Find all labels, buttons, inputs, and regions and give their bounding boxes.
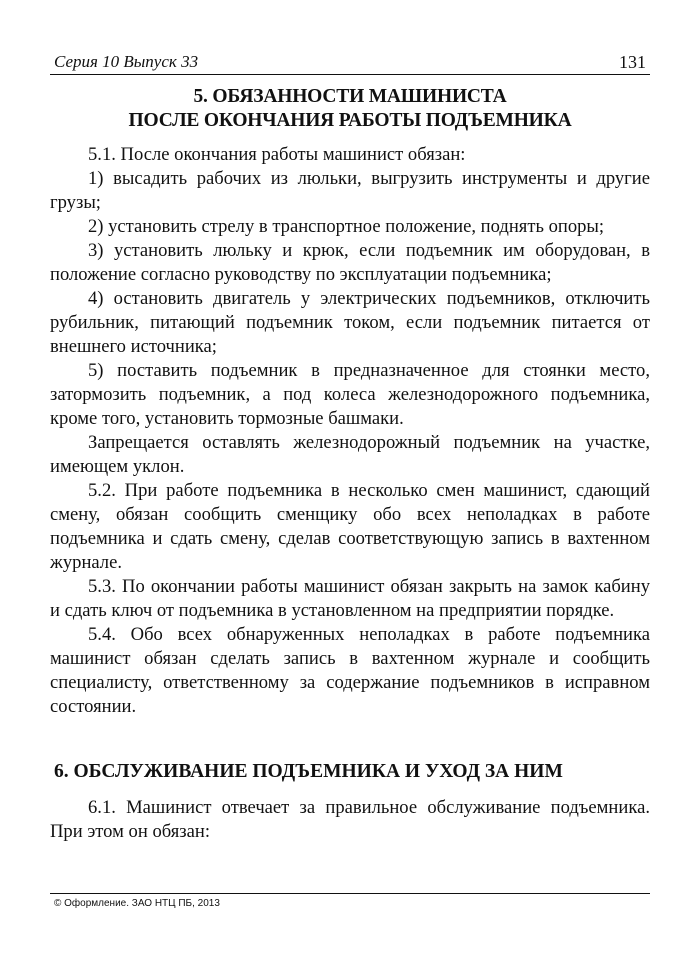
list-item-2: 2) установить стрелу в транспортное положение, поднять опоры;	[88, 216, 605, 237]
section-5-body	[50, 143, 650, 719]
running-head	[50, 52, 650, 75]
document-page	[50, 52, 650, 932]
list-item-4: 4) остановить двигатель у электрических подъемников, отключить рубильник, питающий подъемник током, если подъемник питается от внешнего источника;	[50, 288, 650, 357]
section-5-title-line-1: 5. ОБЯЗАННОСТИ МАШИНИСТА	[193, 86, 507, 107]
page-number: 131	[619, 52, 646, 72]
section-6-title: 6. ОБСЛУЖИВАНИЕ ПОДЪЕМНИКА И УХОД ЗА НИМ	[54, 761, 563, 782]
paragraph-6-1: 6.1. Машинист отвечает за правильное обслуживание подъемника. При этом он обязан:	[50, 797, 650, 842]
footer-copyright: © Оформление. ЗАО НТЦ ПБ, 2013	[54, 898, 220, 909]
paragraph-5-3: 5.3. По окончании работы машинист обязан закрыть на замок кабину и сдать ключ от подъемника в установленном на предприятии порядке.	[50, 576, 650, 621]
section-5-title	[50, 85, 650, 133]
list-item-5: 5) поставить подъемник в предназначенное для стоянки место, затормозить подъемник, а под колеса железнодорожного подъемника, кроме того, установить тормозные башмаки.	[50, 360, 650, 429]
footer	[50, 893, 650, 910]
prohibition-paragraph: Запрещается оставлять железнодорожный подъемник на участке, имеющем уклон.	[50, 432, 650, 477]
list-item-1: 1) высадить рабочих из люльки, выгрузить инструменты и другие грузы;	[50, 168, 650, 213]
section-5-title-line-2: ПОСЛЕ ОКОНЧАНИЯ РАБОТЫ ПОДЪЕМНИКА	[128, 110, 572, 131]
paragraph-5-1: 5.1. После окончания работы машинист обязан:	[88, 144, 466, 165]
paragraph-5-2: 5.2. При работе подъемника в несколько смен машинист, сдающий смену, обязан сообщить сменщику обо всех неполадках в работе подъемника и сдать смену, сделав соответствующую запись в вахтенном журнале.	[50, 480, 650, 573]
section-6-body	[50, 796, 650, 844]
list-item-3: 3) установить люльку и крюк, если подъемник им оборудован, в положение согласно руководству по эксплуатации подъемника;	[50, 240, 650, 285]
paragraph-5-4: 5.4. Обо всех обнаруженных неполадках в работе подъемника машинист обязан сделать запись в вахтенном журнале и сообщить специалисту, ответственному за содержание подъемников в исправном состоянии.	[50, 624, 650, 717]
series-label: Серия 10 Выпуск 33	[54, 52, 199, 71]
